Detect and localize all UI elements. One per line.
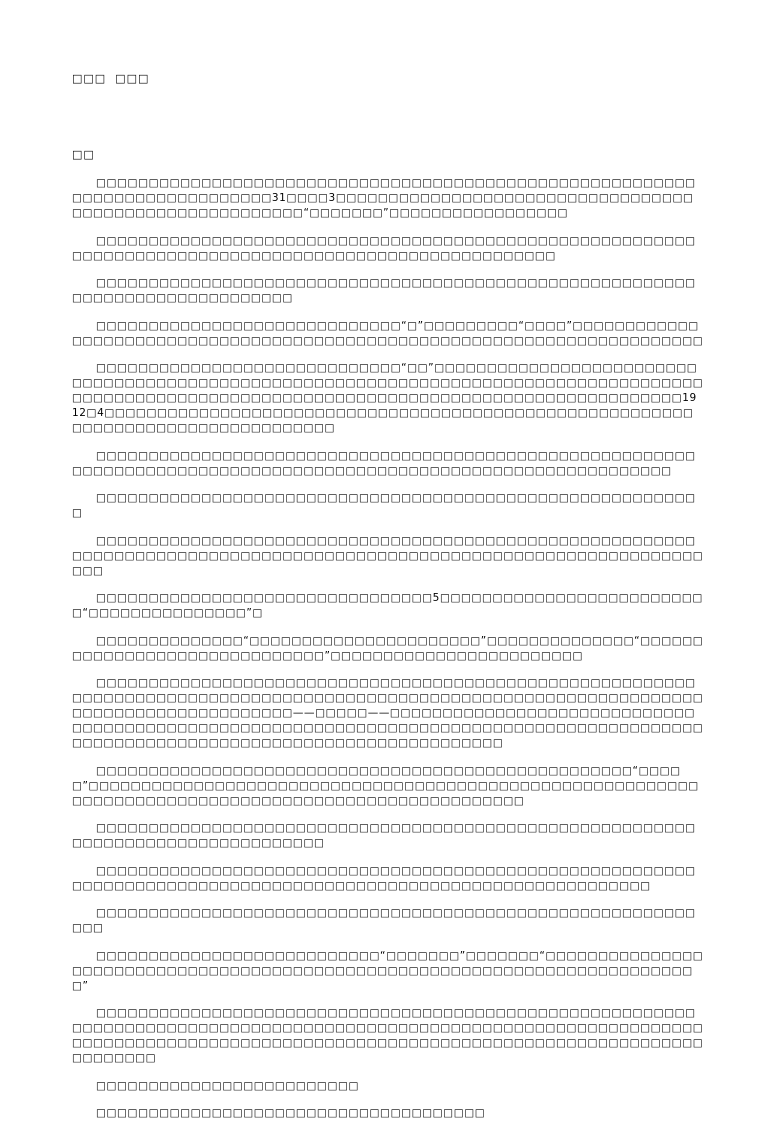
paragraph-1: □□□□□□□□□□□□□□□□□□□□□□□□□□□□□□□□□□□□□□□□□□□□□□□□□□□□□□□□□□□□□□□□□□□□□□□□□□□□31□□□□3□□□□□□□□□□□□□□□□□□□□□□□□□□□□□□□□□□□□□□□□□□□□□□□□□□□□□□□□“□□□□□□□”□□□□□□□□□□□□□□□□□ xyxy=(72,177,696,219)
paragraph-11: □□□□□□□□□□□□□□□□□□□□□□□□□□□□□□□□□□□□□□□□□□□□□□□□□□□□□□□□□□□□□□□□□□□□□□□□□□□□□□□□□□□□□□□□□□□□□□□□□□□□□□□□□□□□□□□□□□□□□□□□□□□□□□□□□□□□□□□□□□——□□□□□——□□□□□□□□□□□□□□□□□□□□□□□□□□□□□□□□□□□□□□□□□□□□□□□□□□□□□□□□□□□□□□□□□□□□□□□□□□□□□□□□□□□□□□□□□□□□□□□□□□□□□□□□□□□□□□□□□□□□□□□□□□□□□□□□□□ xyxy=(72,677,704,749)
paragraph-6: □□□□□□□□□□□□□□□□□□□□□□□□□□□□□□□□□□□□□□□□□□□□□□□□□□□□□□□□□□□□□□□□□□□□□□□□□□□□□□□□□□□□□□□□□□□□□□□□□□□□□□□□□□□□□□□□□□ xyxy=(72,449,696,477)
paragraph-2: □□□□□□□□□□□□□□□□□□□□□□□□□□□□□□□□□□□□□□□□□□□□□□□□□□□□□□□□□□□□□□□□□□□□□□□□□□□□□□□□□□□□□□□□□□□□□□□□□□□□□□□ xyxy=(72,234,696,262)
paragraph-9: □□□□□□□□□□□□□□□□□□□□□□□□□□□□□□□□5□□□□□□□□□□□□□□□□□□□□□□□□□□“□□□□□□□□□□□□□□□”□ xyxy=(72,592,703,619)
paragraph-8: □□□□□□□□□□□□□□□□□□□□□□□□□□□□□□□□□□□□□□□□□□□□□□□□□□□□□□□□□□□□□□□□□□□□□□□□□□□□□□□□□□□□□□□□□□□□□□□□□□□□□□□□□□□□□□□□□□□□□□□□ xyxy=(72,534,704,577)
paragraph-4: □□□□□□□□□□□□□□□□□□□□□□□□□□□□□“□”□□□□□□□□□“□□□□”□□□□□□□□□□□□□□□□□□□□□□□□□□□□□□□□□□□□□□□□□□□□□□□□□□□□□□□□□□□□□□□□□□□□□□□□ xyxy=(72,319,704,347)
paragraph-7: □□□□□□□□□□□□□□□□□□□□□□□□□□□□□□□□□□□□□□□□□□□□□□□□□□□□□□□□□□ xyxy=(72,492,696,519)
paragraph-14: □□□□□□□□□□□□□□□□□□□□□□□□□□□□□□□□□□□□□□□□□□□□□□□□□□□□□□□□□□□□□□□□□□□□□□□□□□□□□□□□□□□□□□□□□□□□□□□□□□□□□□□□□□□□□□□□ xyxy=(72,864,696,892)
paragraph-12: □□□□□□□□□□□□□□□□□□□□□□□□□□□□□□□□□□□□□□□□□□□□□□□□□□□“□□□□□”□□□□□□□□□□□□□□□□□□□□□□□□□□□□□□□□□□□□□□□□□□□□□□□□□□□□□□□□□□□□□□□□□□□□□□□□□□□□□□□□□□□□□□□□□□□□□□□□□□□□□ xyxy=(72,764,699,807)
body-text xyxy=(72,176,704,1134)
paragraph-15: □□□□□□□□□□□□□□□□□□□□□□□□□□□□□□□□□□□□□□□□□□□□□□□□□□□□□□□□□□□□ xyxy=(72,907,696,934)
paragraph-19: □□□□□□□□□□□□□□□□□□□□□□□□□□□□□□□□□□□□□ xyxy=(96,1107,486,1119)
section-heading: □□ xyxy=(72,148,95,161)
paragraph-16: □□□□□□□□□□□□□□□□□□□□□□□□□□□“□□□□□□□”□□□□□□□“□□□□□□□□□□□□□□□□□□□□□□□□□□□□□□□□□□□□□□□□□□□□□□□□□□□□□□□□□□□□□□□□□□□□□□□□□□□” xyxy=(72,949,704,992)
paragraph-10: □□□□□□□□□□□□□□“□□□□□□□□□□□□□□□□□□□□□□”□□□□□□□□□□□□□□“□□□□□□□□□□□□□□□□□□□□□□□□□□□□□□”□□□□□□□□□□□□□□□□□□□□□□□□ xyxy=(72,634,704,662)
paragraph-5: □□□□□□□□□□□□□□□□□□□□□□□□□□□□□“□□”□□□□□□□□□□□□□□□□□□□□□□□□□□□□□□□□□□□□□□□□□□□□□□□□□□□□□□□□□□□□□□□□□□□□□□□□□□□□□□□□□□□□□□□□□□□□□□□□□□□□□□□□□□□□□□□□□□□□□□□□□□□□□□□□□□□□□□□□□□□□□□□1912□4□□□□□□□□□□□□□□□□□□□□□□□□□□□□□□□□□□□□□□□□□□□□□□□□□□□□□□□□□□□□□□□□□□□□□□□□□□□□□□□□□ xyxy=(72,362,704,434)
paragraph-17: □□□□□□□□□□□□□□□□□□□□□□□□□□□□□□□□□□□□□□□□□□□□□□□□□□□□□□□□□□□□□□□□□□□□□□□□□□□□□□□□□□□□□□□□□□□□□□□□□□□□□□□□□□□□□□□□□□□□□□□□□□□□□□□□□□□□□□□□□□□□□□□□□□□□□□□□□□□□□□□□□□□□□□□□□□□□□□□□□□□□□□□□□ xyxy=(72,1007,704,1064)
paragraph-18: □□□□□□□□□□□□□□□□□□□□□□□□□ xyxy=(96,1079,360,1092)
paragraph-13: □□□□□□□□□□□□□□□□□□□□□□□□□□□□□□□□□□□□□□□□□□□□□□□□□□□□□□□□□□□□□□□□□□□□□□□□□□□□□□□□□ xyxy=(72,822,696,849)
paragraph-3: □□□□□□□□□□□□□□□□□□□□□□□□□□□□□□□□□□□□□□□□□□□□□□□□□□□□□□□□□□□□□□□□□□□□□□□□□□□□□□ xyxy=(72,277,696,304)
page-header: □□□ □□□ xyxy=(72,72,150,85)
